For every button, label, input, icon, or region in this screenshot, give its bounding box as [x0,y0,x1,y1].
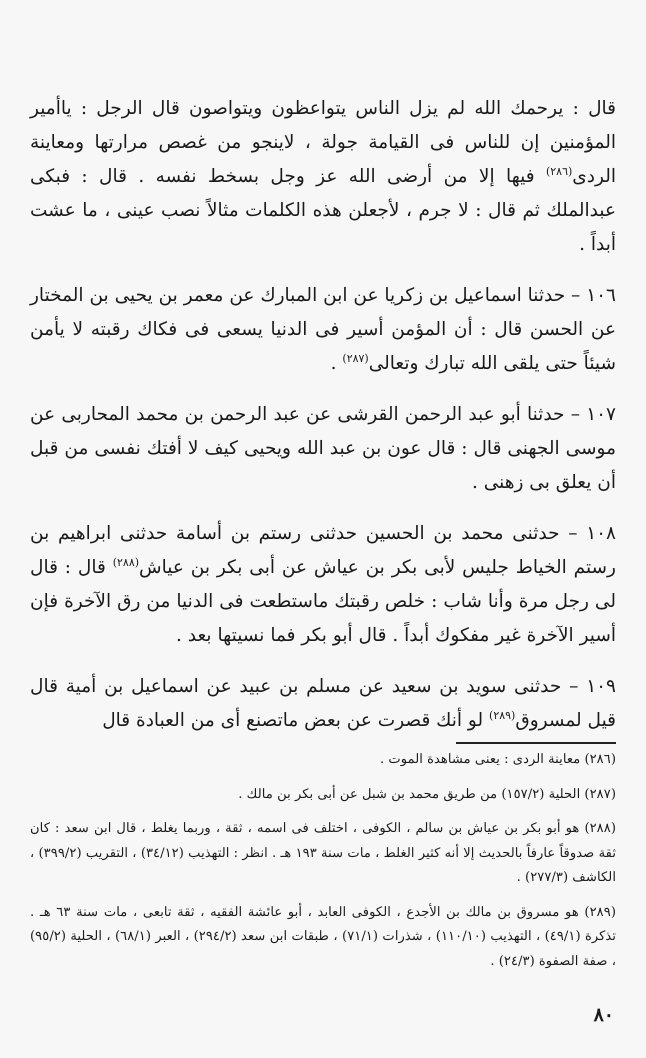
paragraph-text: ١٠٩ – حدثنى سويد بن سعيد عن مسلم بن عبيد عن اسماعيل بن أمية قال قيل لمسروق [30,676,616,731]
paragraph-text: قال : قال لى رجل مرة وأنا شاب : خلص رقبتك ماستطعت فى الدنيا من رق الآخرة فإن أسير الآخرة غير مفكوك أبداً . قال أبو بكر فما نسيتها بعد . [30,557,616,646]
paragraph-text: فيها إلا من أرضى الله عز وجل بسخط نفسه . قال : فبكى عبدالملك ثم قال : لا جرم ، لأجعلن هذه الكلمات مثالاً نصب عينى ، ما عشت أبداً . [30,166,616,255]
footnote-ref-286[interactable]: (٢٨٦) [545,164,573,178]
footnote-288: (٢٨٨) هو أبو بكر بن عياش بن سالم ، الكوفى ، اختلف فى اسمه ، ثقة ، وربما يغلط ، قال ابن سعد : كان ثقة صدوقاً عارفاً بالحديث إلا أنه كثير الغلط ، مات سنة ١٩٣ هـ . انظر : التهذيب (٣٤/١٢) ، التقريب (٣٩٩/٢) ، الكاشف (٢٧٧/٣) . [30,821,616,885]
paragraph-109 [30,670,616,738]
footnote-ref-287[interactable]: (٢٨٧) [342,351,369,365]
paragraph-text: ١٠٦ – حدثنا اسماعيل بن زكريا عن ابن المبارك عن معمر بن يحيى بن المختار عن الحسن قال : أن المؤمن أسير فى الدنيا يسعى فى فكاك رقبته لا يأمن شيئاً حتى يلقى الله تبارك وتعالى [30,285,616,374]
paragraph-106 [30,279,616,381]
paragraph-text: . [330,353,343,374]
footnotes [30,748,616,974]
footnote-divider [456,742,616,744]
paragraph-text: ١٠٧ – حدثنا أبو عبد الرحمن القرشى عن عبد الرحمن بن محمد المحاربى عن موسى الجهنى قال : قال عون بن عبد الله ويحيى كيف لا أفتك نفسى من قبل أن يعلق بى زهنى . [30,404,616,493]
paragraph-1 [30,92,616,262]
footnote-286: (٢٨٦) معاينة الردى : يعنى مشاهدة الموت . [379,752,616,767]
footnote-289: (٢٨٩) هو مسروق بن مالك بن الأجدع ، الكوفى العابد ، أبو عائشة الفقيه ، ثقة تابعى ، مات سنة ٦٣ هـ . تذكرة (٤٩/١) ، التهذيب (١١٠/١٠) ، شذرات (٧١/١) ، طبقات ابن سعد (٢٩٤/٢) ، العبر (٦٨/١) ، الحلية (٩٥/٢) ، صفة الصفوة (٢٤/٣) . [30,904,617,969]
footnote-ref-289[interactable]: (٢٨٩) [489,708,516,722]
paragraph-107 [30,398,616,500]
footnote-287: (٢٨٧) الحلية (١٥٧/٢) من طريق محمد بن شبل عن أبى بكر بن مالك . [238,786,616,802]
paragraph-text: ١٠٨ – حدثنى محمد بن الحسين حدثنى رستم بن أسامة حدثنى ابراهيم بن رستم الخياط جليس لأبى بكر بن عياش عن أبى بكر بن عياش [30,523,616,578]
footnote-ref-288[interactable]: (٢٨٨) [112,555,140,569]
main-text [30,92,616,738]
paragraph-text: لو أنك قصرت عن بعض ماتصنع أى من العبادة قال [102,710,490,731]
page-number: ٨٠ [593,1004,614,1026]
paragraph-text: قال : يرحمك الله لم يزل الناس يتواعظون ويتواصون قال الرجل : ياأمير المؤمنين إن للناس فى القيامة جولة ، لاينجو من غصص مرارتها ومعاينة الردى [30,98,616,187]
paragraph-108 [30,517,616,653]
